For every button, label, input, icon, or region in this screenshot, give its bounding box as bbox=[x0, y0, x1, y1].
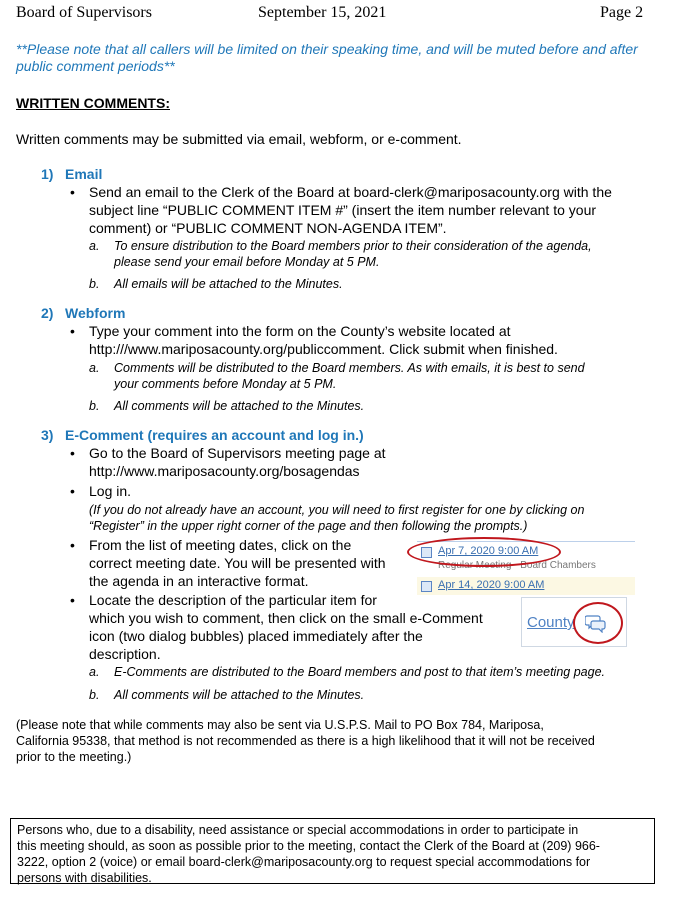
sub-letter: b. bbox=[89, 688, 100, 702]
calendar-icon bbox=[421, 581, 432, 592]
sub-line: All emails will be attached to the Minutes. bbox=[114, 277, 343, 291]
sub-line: E-Comments are distributed to the Board members and post to that item’s meeting page. bbox=[114, 665, 605, 679]
note-line: (Please note that while comments may also be sent via U.S.P.S. Mail to PO Box 784, Mariposa, bbox=[16, 718, 544, 732]
bullet-line: Locate the description of the particular item for bbox=[89, 592, 377, 608]
bullet-line: Type your comment into the form on the County’s website located at bbox=[89, 323, 511, 339]
login-note bbox=[89, 502, 659, 534]
section-number: 1) bbox=[41, 166, 54, 182]
header-page: Page 2 bbox=[600, 4, 644, 21]
sub-line: All comments will be attached to the Minutes. bbox=[114, 688, 365, 702]
header-date: September 15, 2021 bbox=[258, 4, 387, 21]
sub-letter: b. bbox=[89, 277, 100, 291]
bullet-line: Go to the Board of Supervisors meeting page at bbox=[89, 445, 386, 461]
bullet-line: icon (two dialog bubbles) placed immediately after the bbox=[89, 628, 423, 644]
meeting-description: Regular Meeting - Board Chambers bbox=[438, 560, 596, 571]
notice-line: 3222, option 2 (voice) or email board-clerk@mariposacounty.org to request special accommodations for bbox=[17, 855, 591, 869]
highlight-circle bbox=[407, 537, 561, 567]
written-comments-title: WRITTEN COMMENTS: bbox=[16, 95, 170, 111]
sub-line: To ensure distribution to the Board members prior to their consideration of the agenda, bbox=[114, 239, 592, 253]
sub-line: All comments will be attached to the Minutes. bbox=[114, 399, 365, 413]
section-number: 2) bbox=[41, 305, 54, 321]
sub-line: please send your email before Monday at 5 PM. bbox=[114, 255, 380, 269]
county-link-text[interactable]: County bbox=[527, 614, 575, 631]
section-title: E-Comment (requires an account and log in.) bbox=[65, 427, 364, 443]
bullet-line: Send an email to the Clerk of the Board at board-clerk@mariposacounty.org with the bbox=[89, 184, 612, 200]
section-email-heading bbox=[41, 166, 102, 182]
highlight-circle bbox=[573, 602, 623, 644]
note-line: prior to the meeting.) bbox=[16, 750, 132, 764]
bullet-line: which you wish to comment, then click on the small e-Comment bbox=[89, 610, 483, 626]
sub-line: Comments will be distributed to the Board members. As with emails, it is best to send bbox=[114, 361, 585, 375]
notice-line: this meeting should, as soon as possible prior to the meeting, contact the Clerk of the Board at (209) 966- bbox=[17, 839, 600, 853]
sub-line: your comments before Monday at 5 PM. bbox=[114, 377, 337, 391]
meeting-date-link[interactable]: Apr 7, 2020 9:00 AM bbox=[438, 545, 539, 557]
bullet-line: subject line “PUBLIC COMMENT ITEM #” (insert the item number relevant to your bbox=[89, 202, 597, 218]
bullet-line: From the list of meeting dates, click on the bbox=[89, 537, 352, 553]
sub-letter: a. bbox=[89, 239, 100, 253]
written-comments-intro: Written comments may be submitted via email, webform, or e-comment. bbox=[16, 131, 462, 147]
bullet-line: correct meeting date. You will be presented with bbox=[89, 555, 386, 571]
bullet-line: http://www.mariposacounty.org/bosagendas bbox=[89, 463, 360, 479]
bullet-icon: • bbox=[70, 323, 75, 339]
caller-note: **Please note that all callers will be limited on their speaking time, and will be muted before and after public comment periods** bbox=[16, 41, 638, 74]
bullet-icon: • bbox=[70, 184, 75, 200]
bullet-line: http:///www.mariposacounty.org/publiccomment. Click submit when finished. bbox=[89, 341, 558, 357]
note-line: “Register” in the upper right corner of the page and then following the prompts.) bbox=[89, 519, 528, 533]
section-ecomment-heading bbox=[41, 427, 364, 443]
bullet-line: description. bbox=[89, 646, 161, 662]
bullet-icon: • bbox=[70, 537, 75, 553]
ecomment-icon-screenshot bbox=[521, 597, 627, 647]
meeting-date-link[interactable]: Apr 14, 2020 9:00 AM bbox=[438, 579, 545, 591]
meeting-list-screenshot bbox=[417, 535, 635, 595]
section-title: Webform bbox=[65, 305, 126, 321]
notice-line: persons with disabilities. bbox=[17, 871, 152, 885]
accessibility-notice-box bbox=[10, 818, 655, 884]
notice-line: Persons who, due to a disability, need assistance or special accommodations in order to participate in bbox=[17, 823, 579, 837]
section-title: Email bbox=[65, 166, 103, 182]
header-left: Board of Supervisors bbox=[16, 4, 152, 21]
bullet-icon: • bbox=[70, 445, 75, 461]
bullet-icon: • bbox=[70, 592, 75, 608]
note-line: California 95338, that method is not recommended as there is a high likelihood that it will not be received bbox=[16, 734, 595, 748]
sub-letter: a. bbox=[89, 665, 100, 679]
section-number: 3) bbox=[41, 427, 54, 443]
bullet-icon: • bbox=[70, 483, 75, 499]
bullet-line: the agenda in an interactive format. bbox=[89, 573, 309, 589]
bullet-line: Log in. bbox=[89, 483, 132, 499]
sub-letter: a. bbox=[89, 361, 100, 375]
bullet-line: comment) or “PUBLIC COMMENT NON-AGENDA ITEM”. bbox=[89, 220, 447, 236]
usps-note bbox=[16, 717, 666, 765]
sub-letter: b. bbox=[89, 399, 100, 413]
section-webform-heading bbox=[41, 305, 125, 321]
note-line: (If you do not already have an account, you will need to first register for one by clicking on bbox=[89, 503, 585, 517]
